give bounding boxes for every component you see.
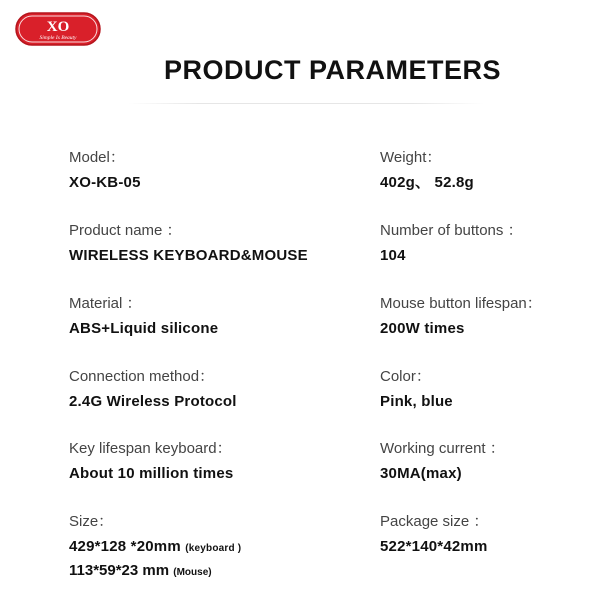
param-color bbox=[380, 368, 453, 411]
param-color-label: Color： bbox=[380, 368, 431, 385]
param-weight bbox=[380, 149, 474, 192]
param-material bbox=[69, 295, 218, 338]
param-material-value: ABS+Liquid silicone bbox=[69, 320, 219, 337]
param-model-label: Model： bbox=[69, 149, 125, 166]
param-material-label: Material ： bbox=[69, 295, 142, 312]
param-model bbox=[69, 149, 141, 192]
xo-logo bbox=[15, 12, 101, 46]
param-mouse-lifespan-label: Mouse button lifespan： bbox=[380, 295, 542, 312]
param-color-value: Pink, blue bbox=[380, 393, 453, 410]
param-current-label: Working current ： bbox=[380, 440, 505, 457]
param-package bbox=[380, 513, 488, 556]
param-package-label: Package size ： bbox=[380, 513, 489, 530]
param-key-lifespan-value: About 10 million times bbox=[69, 465, 234, 482]
param-size-mouse bbox=[69, 562, 241, 582]
param-product-name-value: WIRELESS KEYBOARD&MOUSE bbox=[69, 247, 308, 264]
param-key-lifespan bbox=[69, 440, 233, 483]
param-current-value: 30MA(max) bbox=[380, 465, 462, 482]
param-connection-value: 2.4G Wireless Protocol bbox=[69, 393, 237, 410]
param-product-name bbox=[69, 222, 308, 265]
page-title: PRODUCT PARAMETERS bbox=[163, 55, 501, 85]
param-size-mouse-value: 113*59*23 mm bbox=[69, 562, 170, 579]
title-divider bbox=[128, 103, 484, 104]
param-buttons-label: Number of buttons ： bbox=[380, 222, 523, 239]
param-key-lifespan-label: Key lifespan keyboard： bbox=[69, 440, 232, 457]
param-buttons-value: 104 bbox=[380, 247, 406, 264]
param-size bbox=[69, 513, 241, 582]
param-size-keyboard bbox=[69, 538, 241, 558]
param-mouse-lifespan-value: 200W times bbox=[380, 320, 465, 337]
param-mouse-lifespan bbox=[380, 295, 542, 338]
param-connection bbox=[69, 368, 237, 411]
param-size-keyboard-note: (keyboard ) bbox=[185, 543, 242, 554]
param-package-value: 522*140*42mm bbox=[380, 538, 488, 555]
param-product-name-label: Product name ： bbox=[69, 222, 182, 239]
param-connection-label: Connection method： bbox=[69, 368, 215, 385]
param-current bbox=[380, 440, 505, 483]
param-weight-value: 402g、 52.8g bbox=[380, 174, 474, 191]
logo-tagline: Simple Is Beauty bbox=[39, 35, 77, 41]
param-size-mouse-note: (Mouse) bbox=[173, 567, 212, 578]
logo-wordmark: XO bbox=[46, 19, 70, 35]
param-weight-label: Weight： bbox=[380, 149, 442, 166]
param-buttons bbox=[380, 222, 523, 265]
param-model-value: XO-KB-05 bbox=[69, 174, 141, 191]
param-size-label: Size： bbox=[69, 513, 114, 530]
param-size-keyboard-value: 429*128 *20mm bbox=[69, 538, 181, 555]
